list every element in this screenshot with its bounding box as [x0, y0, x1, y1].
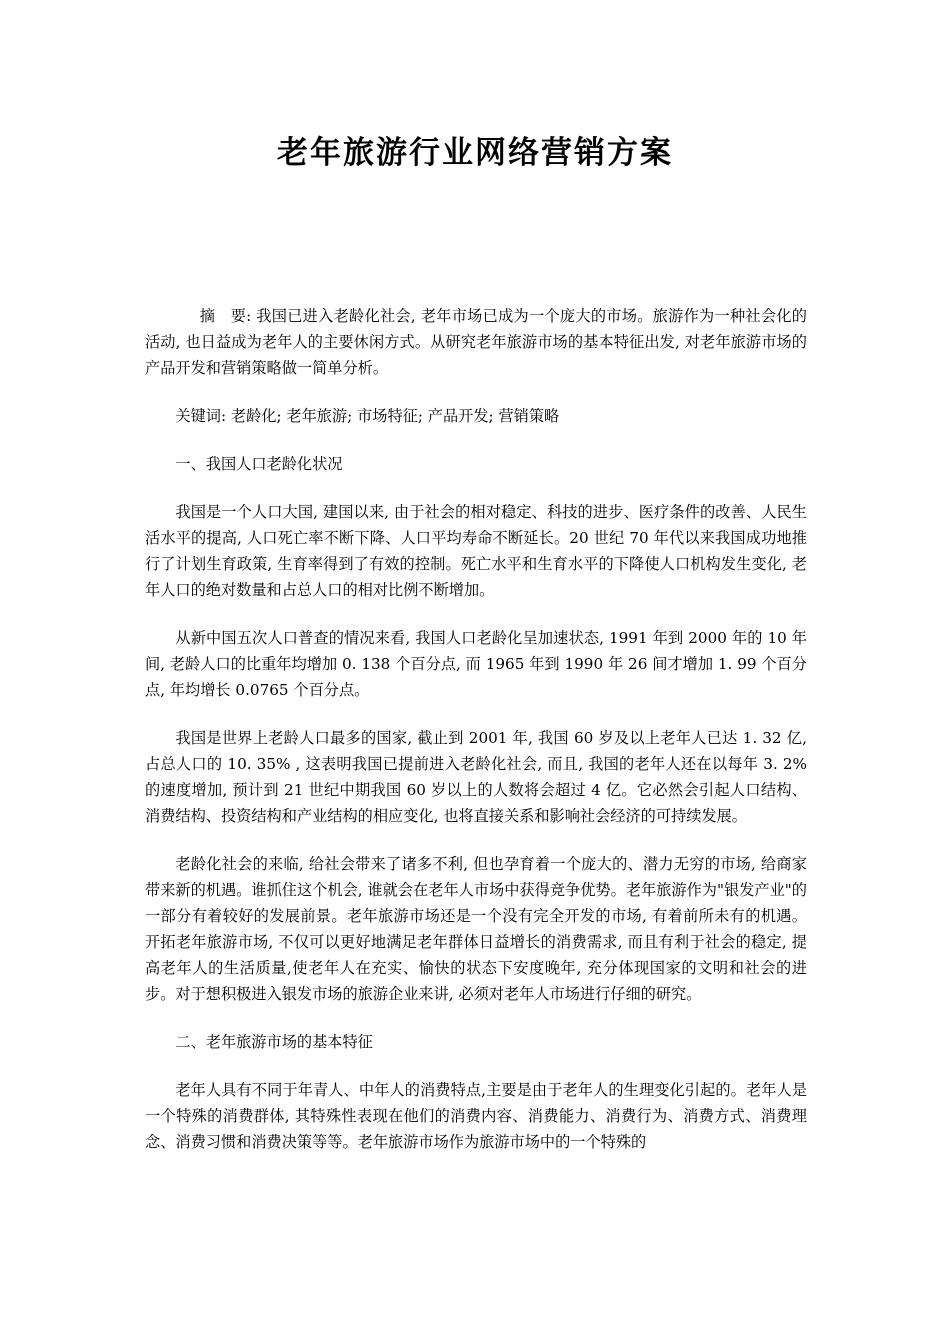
section-2-paragraph-1: 老年人具有不同于年青人、中年人的消费特点,主要是由于老年人的生理变化引起的。老年人是一个特殊的消费群体, 其特殊性表现在他们的消费内容、消费能力、消费行为、消费方式、消费理念、消费习惯和消费决策等等。老年旅游市场作为旅游市场中的一个特殊的 [145, 1081, 807, 1151]
abstract-paragraph: 摘 要: 我国已进入老龄化社会, 老年市场已成为一个庞大的市场。旅游作为一种社会化的活动, 也日益成为老年人的主要休闲方式。从研究老年旅游市场的基本特征出发, 对老年旅游市场的产品开发和营销策略做一简单分析。 [145, 307, 807, 377]
document-title: 老年旅游行业网络营销方案 [277, 135, 673, 171]
section-1-paragraph-4: 老龄化社会的来临, 给社会带来了诸多不利, 但也孕育着一个庞大的、潜力无穷的市场, 给商家带来新的机遇。谁抓住这个机会, 谁就会在老年人市场中获得竞争优势。老年旅游作为"银发产业"的一部分有着较好的发展前景。老年旅游市场还是一个没有完全开发的市场, 有着前所未有的机遇。开拓老年旅游市场, 不仅可以更好地满足老年群体日益增长的消费需求, 而且有利于社会的稳定, 提高老年人的生活质量,使老年人在充实、愉快的状态下安度晚年, 充分体现国家的文明和社会的进步。对于想积极进入银发市场的旅游企业来讲, 必须对老年人市场进行仔细的研究。 [145, 855, 807, 1003]
section-1-paragraph-3: 我国是世界上老龄人口最多的国家, 截止到 2001 年, 我国 60 岁及以上老年人已达 1. 32 亿, 占总人口的 10. 35% , 这表明我国已提前进入老龄化社会, 而且, 我国的老年人还在以每年 3. 2% 的速度增加, 预计到 21 世纪中期我国 60 岁以上的人数将会超过 4 亿。它必然会引起人口结构、消费结构、投资结构和产业结构的相应变化, 也将直接关系和影响社会经济的可持续发展。 [145, 729, 807, 825]
document-body [145, 303, 807, 1177]
section-1-heading: 一、我国人口老龄化状况 [175, 455, 343, 473]
keywords-paragraph: 关键词: 老龄化; 老年旅游; 市场特征; 产品开发; 营销策略 [175, 407, 560, 425]
section-1-paragraph-2: 从新中国五次人口普查的情况来看, 我国人口老龄化呈加速状态, 1991 年到 2000 年的 10 年间, 老龄人口的比重年均增加 0. 138 个百分点, 而 1965 年到 1990 年 26 间才增加 1. 99 个百分点, 年均增长 0.0765 个百分点。 [145, 629, 807, 699]
section-1-paragraph-1: 我国是一个人口大国, 建国以来, 由于社会的相对稳定、科技的进步、医疗条件的改善、人民生活水平的提高, 人口死亡率不断下降、人口平均寿命不断延长。20 世纪 70 年代以来我国成功地推行了计划生育政策, 生育率得到了有效的控制。死亡水平和生育水平的下降使人口机构发生变化, 老年人口的绝对数量和占总人口的相对比例不断增加。 [145, 503, 807, 599]
section-2-heading: 二、老年旅游市场的基本特征 [175, 1033, 373, 1051]
